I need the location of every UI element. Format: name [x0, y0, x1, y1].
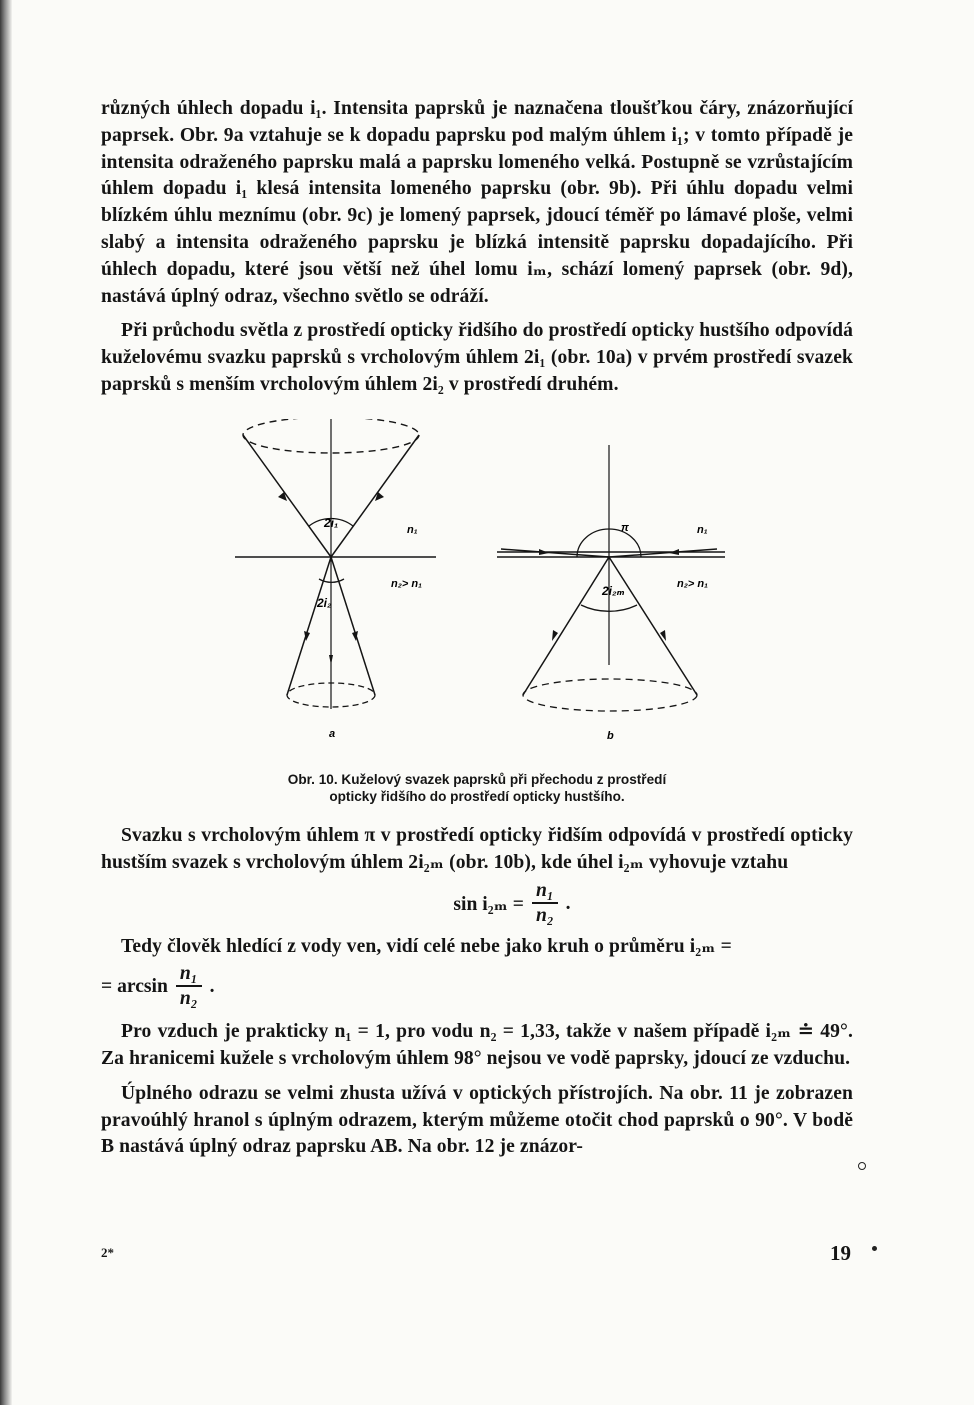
paragraph-6: Úplného odrazu se velmi zhusta užívá v optických přístrojích. Na obr. 11 je zobrazen pravoúhlý hranol s úplným odrazem, kterým můžeme otočit chod paprsků o 90°. V bodě B nastává úplný odraz paprsku AB. Na obr. 12 je znázor- [101, 1082, 853, 1158]
relation-label-b: n₂> n₁ [677, 577, 708, 590]
formula-2-fraction [176, 963, 202, 1011]
page-content [101, 96, 853, 1161]
angle-2i1-label: 2i₁ [324, 515, 339, 530]
formula-1-lhs: sin i₂ₘ = [453, 894, 524, 916]
formula-1-numerator: n₁ [532, 880, 558, 904]
formula-2-numerator: n₁ [176, 963, 202, 987]
formula-1-fraction [532, 880, 558, 928]
cone-diagram [221, 419, 741, 764]
figure-b-label: b [607, 729, 614, 742]
formula-1-denominator: n₂ [535, 905, 554, 927]
caption-line-1: Obr. 10. Kuželový svazek paprsků při přechodu z prostředí [287, 771, 667, 787]
sheet-signature-mark: 2* [101, 1245, 114, 1260]
angle-2i2-label: 2i₂ [317, 595, 332, 610]
binding-edge [0, 0, 12, 1405]
formula-1-tail: . [565, 893, 571, 915]
page-footer [101, 1241, 853, 1275]
angle-pi-label: π [621, 521, 629, 534]
medium-n1-label-a: n₁ [407, 523, 418, 536]
formula-2-tail: . [209, 976, 215, 998]
relation-label-a: n₂> n₁ [391, 577, 422, 590]
formula-arcsin [101, 963, 853, 1011]
figure-a [235, 419, 436, 709]
ink-dot-decoration [872, 1246, 877, 1251]
formula-2-lhs: = arcsin [101, 976, 168, 998]
caption-line-2: opticky řidšího do prostředí opticky hustšího. [329, 788, 625, 804]
paragraph-1: různých úhlech dopadu i₁. Intensita paprsků je naznačena tloušťkou čáry, znázorňující paprsek. Obr. 9a vztahuje se k dopadu paprsku pod malým úhlem i₁; v tomto případě je intensita odraženého paprsku malá a paprsku lomeného velká. Postupně se vzrůstajícím úhlem dopadu i₁ klesá intensita lomeného paprsku (obr. 9b). Při úhlu dopadu velmi blízkém úhlu meznímu (obr. 9c) je lomený paprsek, jdoucí téměř po lámavé ploše, velmi slabý a intensita odraženého paprsku je blízká intensitě paprsku dopadajícího. Při úhlech dopadu, které jsou větší než úhel lomu iₘ, schází lomený paprsek (obr. 9d), nastává úplný odraz, všechno světlo se odráží. [101, 98, 853, 307]
paragraph-2: Při průchodu světla z prostředí opticky řidšího do prostředí opticky hustšího odpovídá kuželovému svazku paprsků s vrcholovým úhlem 2i₁ (obr. 10a) v prvém prostředí svazek paprsků s menším vrcholovým úhlem 2i₂ v prostředí druhém. [101, 320, 853, 395]
angle-2i2m-label: 2i₂ₘ [602, 583, 625, 598]
paragraph-3: Svazku s vrcholovým úhlem π v prostředí opticky řidším odpovídá v prostředí opticky hustším svazek s vrcholovým úhlem 2i₂ₘ (obr. 10b), kde úhel i₂ₘ vyhovuje vztahu [101, 824, 853, 873]
formula-sin-i2m [171, 880, 853, 928]
paragraph-5: Pro vzduch je prakticky n₁ = 1, pro vodu n₂ = 1,33, takže v našem případě i₂ₘ ≐ 49°. Za hranicemi kužele s vrcholovým úhlem 98° nejsou ve vodě paprsky, jdoucí ze vzduchu. [101, 1021, 853, 1069]
medium-n1-label-b: n₁ [697, 523, 708, 536]
formula-2-denominator: n₂ [179, 988, 198, 1010]
paragraph-4: Tedy člověk hledící z vody ven, vidí celé nebe jako kruh o průměru i₂ₘ = [121, 936, 732, 958]
page-number: 19 [830, 1241, 851, 1265]
figure-caption [101, 771, 853, 805]
figure-10 [101, 419, 853, 811]
ink-ring-decoration [858, 1162, 866, 1170]
figure-a-label: a [329, 727, 336, 740]
